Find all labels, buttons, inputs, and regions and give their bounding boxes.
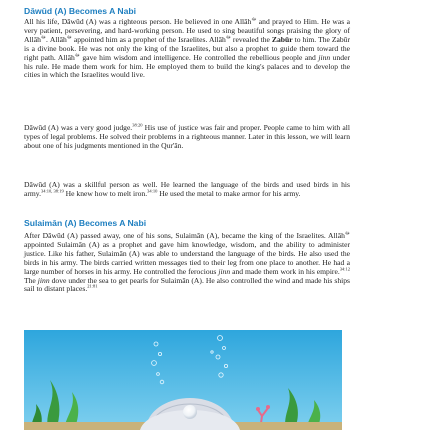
text-run: All his life, Dāwūd (A) was a righteous person. He believed in one Allāh [24,17,252,26]
superscript-ref: ﷻ [66,34,72,40]
text-run: to him. The Zabūr is a divine book. He was not only the king of the Israelites, but also a prophet to guide them toward the right path. Allāh [24,34,350,62]
text-run: and prayed to Him. He was a very patient, persevering, and hard-working person. He used to sing beautiful songs praising the glory of Allāh [24,17,350,44]
superscript-ref: 34:10, 38:19 [41,188,64,194]
superscript-ref: 38:20 [132,122,143,128]
paragraph-dawud-judge [24,124,350,151]
text-run: He knew how to melt iron. [63,188,148,198]
text-run: Dāwūd (A) was a skillful person as well. He learned the language of the birds and used birds in his army. [24,180,350,198]
text-run: Dāwūd (A) was a very good judge. [24,123,133,132]
text-run: revealed the [230,34,272,44]
text-run: gave him wisdom and intelligence. He controlled the rebellious people and [79,52,319,62]
text-run: and made them work in his empire. [230,266,340,276]
text-run: appointed him as a prophet of the Israelites. Allāh [71,34,226,44]
pearl [183,405,197,419]
paragraph-dawud-prophethood [24,18,350,80]
superscript-ref: ﷻ [251,16,257,22]
paragraph-dawud-skills [24,181,350,199]
superscript-ref: ﷻ [344,230,350,236]
section-heading-dawud: Dāwūd (A) Becomes A Nabi [24,6,137,16]
styled-text: jinn [218,266,231,276]
styled-text: jinn [318,52,331,62]
text-run: His use of justice was fair and proper. People came to him with all types of legal problems. He solved their problems in a righteous manner. Later in this lesson, we will learn about one of his judgments mentioned in the Qur'ān. [24,123,350,150]
superscript-ref: ﷻ [40,34,46,40]
superscript-ref: 34:10 [147,188,158,194]
styled-text: jinn [37,275,50,285]
section-heading-sulaiman: Sulaimān (A) Becomes A Nabi [24,218,147,228]
text-run: under his rule. He made them work for him. He employed them to build the king's palaces and to develop the cities in which the Israelites would live. [24,52,350,80]
text-run: He used the metal to make armor for his army. [157,188,301,198]
underwater-illustration [24,330,342,430]
superscript-ref: 34:12 [339,266,350,272]
styled-text: Zabūr [271,34,293,44]
text-run: After Dāwūd (A) passed away, one of his sons, Sulaimān (A), became the king of the Israelites. Allāh [24,231,345,240]
superscript-ref: ﷻ [225,34,231,40]
text-run: dove under the sea to get pearls for Sulaimān (A). He also controlled the wind and made his ships sail to distant places. [24,275,350,294]
text-run: The [24,275,38,285]
superscript-ref: 21:81 [87,283,98,289]
paragraph-sulaiman-prophethood [24,232,350,294]
superscript-ref: ﷻ [74,52,80,58]
text-run: . Allāh [45,34,67,44]
text-run: appointed Sulaimān (A) as a prophet and gave him knowledge, wisdom, and the ability to administer justice. Like his father, Sulaimān (A) was able to understand the language of the birds. He also used the birds in his army. The birds carried written messages tied to their leg from one place to another. He had a large number of horses in his army. He controlled the ferocious [24,239,350,276]
